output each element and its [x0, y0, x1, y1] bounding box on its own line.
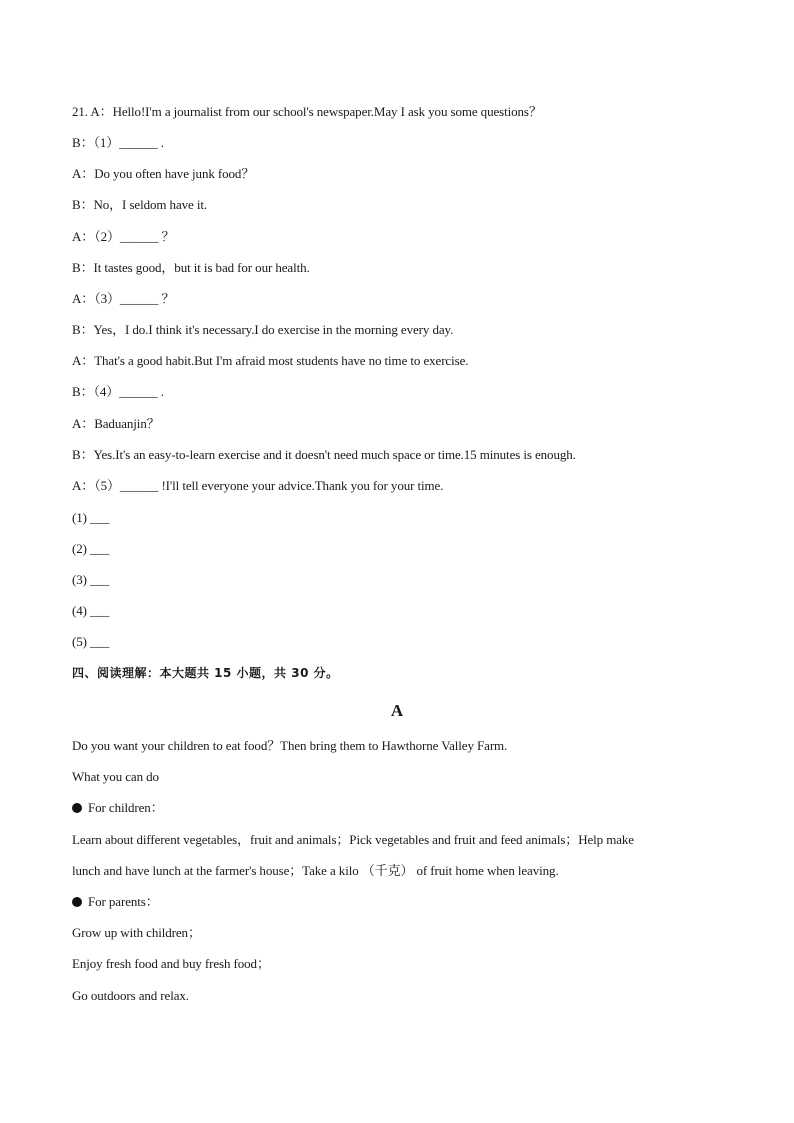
- parents-bullet: [72, 893, 159, 911]
- answer-blank-2[interactable]: (2) ___: [72, 541, 110, 556]
- bullet-dot-icon: [72, 803, 82, 813]
- dialogue-line-1: 21. A：Hello!I'm a journalist from our school's newspaper.May I ask you some questions？: [72, 104, 542, 119]
- dialogue-line-10: B：（4）______ .: [72, 384, 164, 399]
- dialogue-line-5: A：（2）______ ？: [72, 229, 175, 244]
- parents-label: For parents：: [88, 894, 159, 909]
- what-you-can-do-heading: What you can do: [72, 769, 159, 784]
- dialogue-line-11: A：Baduanjin？: [72, 416, 160, 431]
- parents-item-3: Go outdoors and relax.: [72, 988, 189, 1003]
- passage-intro: Do you want your children to eat food？Then bring them to Hawthorne Valley Farm.: [72, 738, 508, 753]
- answer-blank-5[interactable]: (5) ___: [72, 634, 110, 649]
- dialogue-line-2: B：（1）______ .: [72, 135, 164, 150]
- dialogue-line-3: A：Do you often have junk food？: [72, 166, 255, 181]
- children-text-line-2: lunch and have lunch at the farmer's house；Take a kilo （千克） of fruit home when leaving.: [72, 863, 559, 878]
- dialogue-line-4: B：No，I seldom have it.: [72, 197, 208, 212]
- parents-item-2: Enjoy fresh food and buy fresh food；: [72, 956, 270, 971]
- parents-item-1: Grow up with children；: [72, 925, 201, 940]
- children-text-line-1: Learn about different vegetables，fruit and animals；Pick vegetables and fruit and feed animals；Help make: [72, 832, 634, 847]
- section-heading: 四、阅读理解：本大题共 15 小题，共 30 分。: [72, 666, 339, 680]
- children-label: For children：: [88, 800, 164, 815]
- answer-blank-3[interactable]: (3) ___: [72, 572, 110, 587]
- answer-blank-4[interactable]: (4) ___: [72, 603, 110, 618]
- passage-title: A: [390, 701, 404, 720]
- dialogue-line-6: B：It tastes good，but it is bad for our health.: [72, 260, 310, 275]
- dialogue-line-8: B：Yes，I do.I think it's necessary.I do exercise in the morning every day.: [72, 322, 454, 337]
- answer-blank-1[interactable]: (1) ___: [72, 510, 110, 525]
- dialogue-line-9: A：That's a good habit.But I'm afraid most students have no time to exercise.: [72, 353, 469, 368]
- dialogue-line-13: A：（5）______ !I'll tell everyone your advice.Thank you for your time.: [72, 478, 444, 493]
- bullet-dot-icon: [72, 897, 82, 907]
- dialogue-line-12: B：Yes.It's an easy-to-learn exercise and it doesn't need much space or time.15 minutes is enough.: [72, 447, 576, 462]
- children-bullet: [72, 799, 164, 817]
- dialogue-line-7: A：（3）______ ？: [72, 291, 175, 306]
